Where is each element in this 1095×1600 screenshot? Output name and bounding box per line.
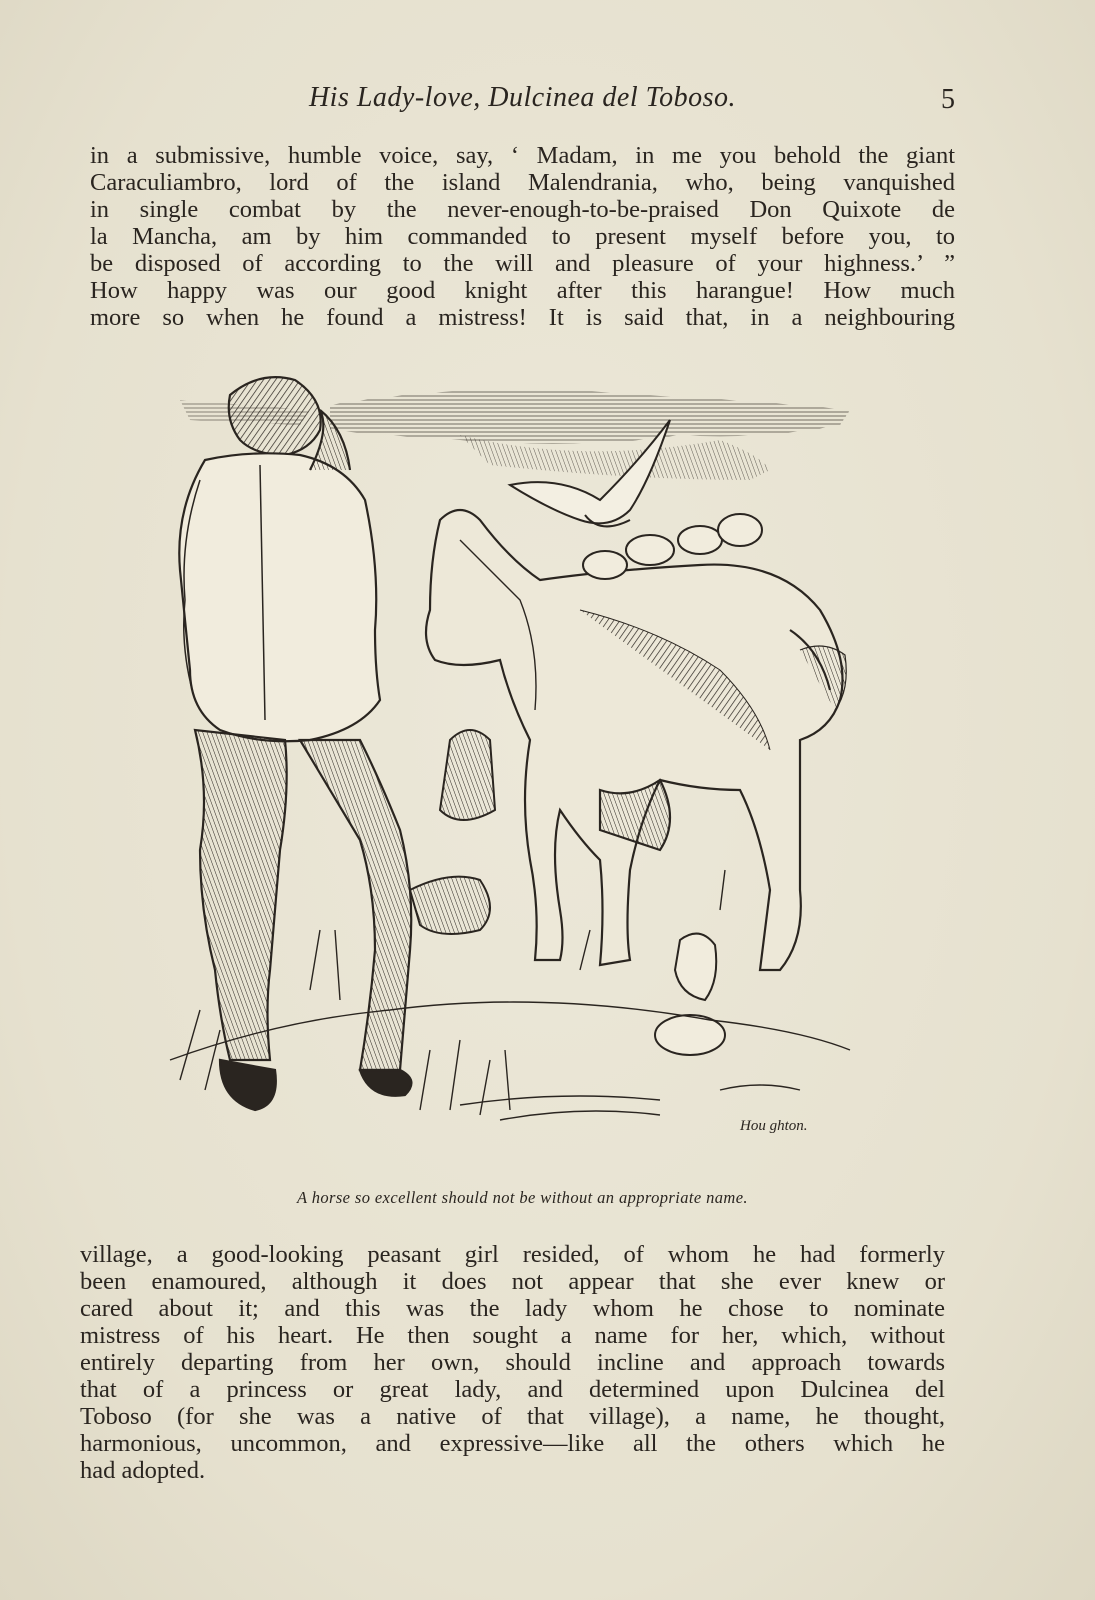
text-line: in single combat by the never-enough-to-be-praised Don Quixote de [90,196,955,223]
running-title: His Lady-love, Dulcinea del Toboso. [308,82,737,113]
artist-signature: Hou ghton. [740,1118,808,1134]
top-paragraph [90,142,955,331]
text-line: Toboso (for she was a native of that village), a name, he thought, [80,1403,945,1430]
text-line: mistress of his heart. He then sought a name for her, which, without [80,1322,945,1349]
text-line: been enamoured, although it does not appear that she ever knew or [80,1268,945,1295]
text-line: in a submissive, humble voice, say, ‘ Madam, in me you behold the giant [90,142,955,169]
text-line: village, a good-looking peasant girl resided, of whom he had formerly [80,1241,945,1268]
running-head [90,82,955,122]
bottom-paragraph [80,1241,945,1484]
text-line: more so when he found a mistress! It is said that, in a neighbouring [90,304,955,331]
text-line: Caraculiambro, lord of the island Malendrania, who, being vanquished [90,169,955,196]
man-figure [179,377,411,1110]
text-line: la Mancha, am by him commanded to present myself before you, to [90,223,955,250]
engraving-illustration [160,370,870,1160]
text-line: had adopted. [80,1457,206,1484]
page-number: 5 [941,84,955,115]
text-line: entirely departing from her own, should incline and approach towards [80,1349,945,1376]
text-line: be disposed of according to the will and pleasure of your highness.’ ” [90,250,955,277]
text-line: harmonious, uncommon, and expressive—like all the others which he [80,1430,945,1457]
text-line: cared about it; and this was the lady whom he chose to nominate [80,1295,945,1322]
illustration-caption: A horse so excellent should not be without an appropriate name. [297,1188,748,1207]
text-line: that of a princess or great lady, and determined upon Dulcinea del [80,1376,945,1403]
text-line: How happy was our good knight after this harangue! How much [90,277,955,304]
